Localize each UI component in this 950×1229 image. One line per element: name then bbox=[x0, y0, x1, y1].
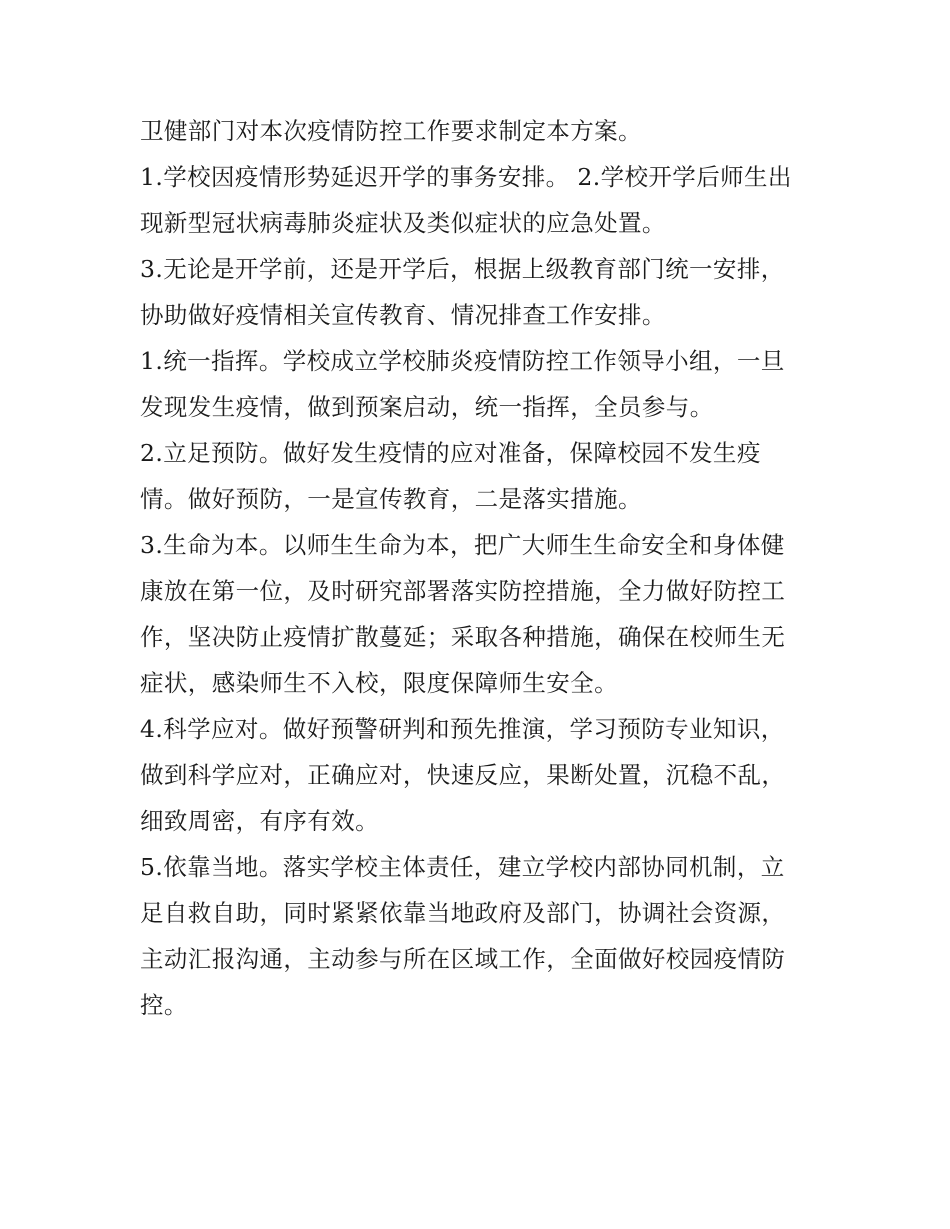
text-line: 1.统一指挥。学校成立学校肺炎疫情防控工作领导小组，一旦 bbox=[140, 347, 785, 375]
text-line: 情。做好预防，一是宣传教育，二是落实措施。 bbox=[140, 485, 642, 513]
paragraph-scope-1-2 bbox=[140, 154, 820, 246]
text-line: 卫健部门对本次疫情防控工作要求制定本方案。 bbox=[140, 117, 642, 145]
paragraph-intro bbox=[140, 108, 820, 154]
paragraph-principle-unified-command bbox=[140, 338, 820, 430]
paragraph-scope-3 bbox=[140, 246, 820, 338]
paragraph-principle-prevention bbox=[140, 430, 820, 522]
text-line: 控。 bbox=[140, 991, 188, 1019]
text-line: 康放在第一位，及时研究部署落实防控措施，全力做好防控工 bbox=[140, 577, 786, 605]
text-line: 4.科学应对。做好预警研判和预先推演，学习预防专业知识， bbox=[140, 715, 785, 743]
document-body bbox=[140, 108, 820, 1028]
text-line: 主动汇报沟通，主动参与所在区域工作，全面做好校园疫情防 bbox=[140, 945, 786, 973]
text-line: 1.学校因疫情形势延迟开学的事务安排。 2.学校开学后师生出 bbox=[140, 163, 792, 191]
text-line: 症状，感染师生不入校，限度保障师生安全。 bbox=[140, 669, 618, 697]
text-line: 足自救自助，同时紧紧依靠当地政府及部门，协调社会资源， bbox=[140, 899, 786, 927]
text-line: 细致周密，有序有效。 bbox=[140, 807, 379, 835]
text-line: 做到科学应对，正确应对，快速反应，果断处置，沉稳不乱， bbox=[140, 761, 786, 789]
text-line: 发现发生疫情，做到预案启动，统一指挥，全员参与。 bbox=[140, 393, 714, 421]
paragraph-principle-local-reliance bbox=[140, 844, 820, 1028]
text-line: 协助做好疫情相关宣传教育、情况排查工作安排。 bbox=[140, 301, 666, 329]
paragraph-principle-scientific-response bbox=[140, 706, 820, 844]
text-line: 3.无论是开学前，还是开学后，根据上级教育部门统一安排， bbox=[140, 255, 785, 283]
text-line: 3.生命为本。以师生生命为本，把广大师生生命安全和身体健 bbox=[140, 531, 785, 559]
text-line: 现新型冠状病毒肺炎症状及类似症状的应急处置。 bbox=[140, 209, 666, 237]
paragraph-principle-life-first bbox=[140, 522, 820, 706]
text-line: 5.依靠当地。落实学校主体责任，建立学校内部协同机制，立 bbox=[140, 853, 785, 881]
text-line: 作，坚决防止疫情扩散蔓延；采取各种措施，确保在校师生无 bbox=[140, 623, 786, 651]
text-line: 2.立足预防。做好发生疫情的应对准备，保障校园不发生疫 bbox=[140, 439, 761, 467]
